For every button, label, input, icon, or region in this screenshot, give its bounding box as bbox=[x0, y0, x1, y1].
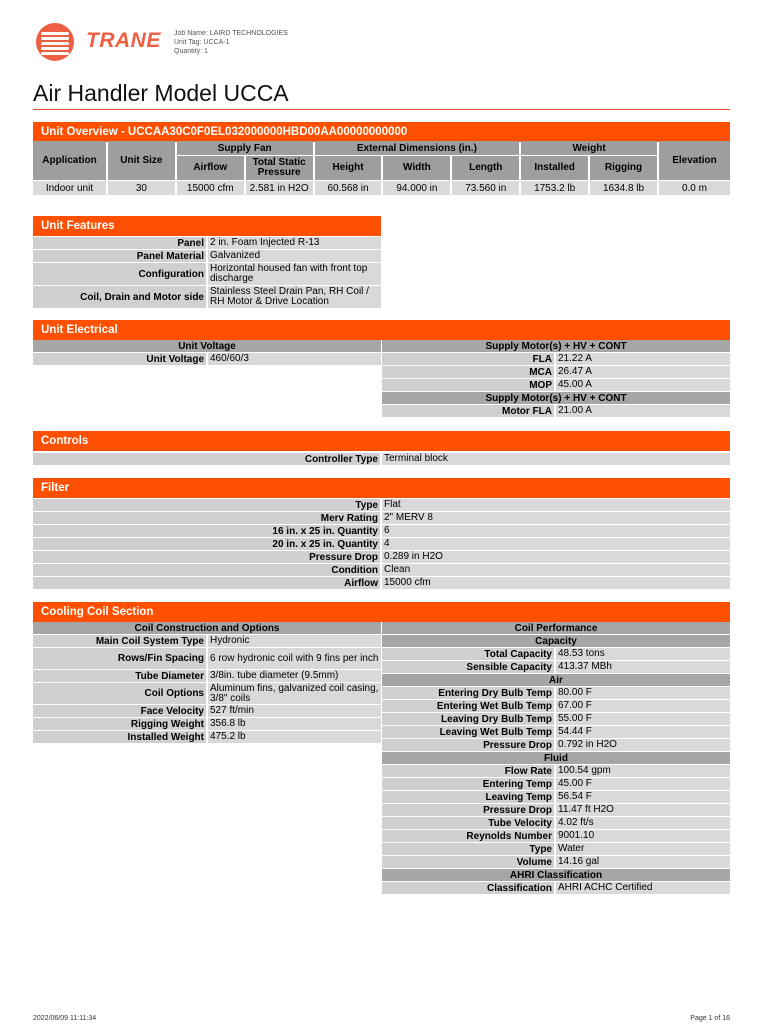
electrical-right-header: Supply Motor(s) + HV + CONT bbox=[382, 340, 730, 352]
val-elevation: 0.0 m bbox=[659, 181, 730, 195]
col-rigging: Rigging bbox=[590, 156, 657, 180]
perf-key: Tube Velocity bbox=[382, 817, 554, 829]
filter-list bbox=[33, 499, 730, 590]
col-width: Width bbox=[383, 156, 450, 180]
val-width: 94.000 in bbox=[383, 181, 450, 195]
air-header: Air bbox=[382, 674, 730, 686]
filter-key: Condition bbox=[33, 564, 380, 576]
list-item bbox=[382, 791, 730, 803]
col-application: Application bbox=[33, 141, 106, 180]
coil-value: Aluminum fins, galvanized coil casing, 3/8" coils bbox=[208, 683, 381, 704]
list-item bbox=[33, 512, 730, 524]
electrical-key: Unit Voltage bbox=[33, 353, 206, 365]
feature-value: Stainless Steel Drain Pan, RH Coil / RH Motor & Drive Location bbox=[208, 286, 381, 308]
coil-value: 356.8 lb bbox=[208, 718, 381, 730]
perf-key: Pressure Drop bbox=[382, 804, 554, 816]
perf-value: 413.37 MBh bbox=[556, 661, 730, 673]
brand-name: TRANE bbox=[86, 29, 161, 52]
coil-performance-header: Coil Performance bbox=[382, 622, 730, 634]
list-item bbox=[382, 405, 730, 417]
val-rigging: 1634.8 lb bbox=[590, 181, 657, 195]
fluid-header: Fluid bbox=[382, 752, 730, 764]
ahri-header: AHRI Classification bbox=[382, 869, 730, 881]
unit-electrical-bar: Unit Electrical bbox=[33, 320, 730, 340]
electrical-right-header-2: Supply Motor(s) + HV + CONT bbox=[382, 392, 730, 404]
perf-value: 11.47 ft H2O bbox=[556, 804, 730, 816]
coil-value: Hydronic bbox=[208, 635, 381, 647]
report-timestamp: 2022/06/09 11:11:34 bbox=[33, 1015, 97, 1022]
val-length: 73.560 in bbox=[452, 181, 519, 195]
coil-construction-list bbox=[33, 622, 381, 744]
list-item bbox=[382, 726, 730, 738]
perf-value: 55.00 F bbox=[556, 713, 730, 725]
page-number: Page 1 of 16 bbox=[690, 1015, 730, 1022]
list-item bbox=[33, 648, 381, 669]
list-item bbox=[382, 353, 730, 365]
filter-key: Merv Rating bbox=[33, 512, 380, 524]
perf-value: 4.02 ft/s bbox=[556, 817, 730, 829]
list-item bbox=[382, 882, 730, 894]
unit-features-list bbox=[33, 237, 381, 309]
feature-key: Coil, Drain and Motor side bbox=[33, 286, 206, 308]
col-airflow: Airflow bbox=[177, 156, 244, 180]
job-name: Job Name: LAIRD TECHNOLOGIES bbox=[174, 30, 288, 37]
perf-key: Leaving Wet Bulb Temp bbox=[382, 726, 554, 738]
coil-value: 6 row hydronic coil with 9 fins per inch bbox=[208, 648, 381, 669]
perf-value: 0.792 in H2O bbox=[556, 739, 730, 751]
perf-key: Entering Temp bbox=[382, 778, 554, 790]
list-item bbox=[382, 661, 730, 673]
filter-value: 0.289 in H2O bbox=[382, 551, 730, 563]
electrical-key: FLA bbox=[382, 353, 554, 365]
list-item bbox=[382, 804, 730, 816]
list-item bbox=[382, 379, 730, 391]
filter-bar: Filter bbox=[33, 478, 730, 498]
val-airflow: 15000 cfm bbox=[177, 181, 244, 195]
perf-key: Entering Wet Bulb Temp bbox=[382, 700, 554, 712]
coil-key: Rigging Weight bbox=[33, 718, 206, 730]
perf-value: 14.16 gal bbox=[556, 856, 730, 868]
val-tsp: 2.581 in H2O bbox=[246, 181, 313, 195]
perf-value: 67.00 F bbox=[556, 700, 730, 712]
col-height: Height bbox=[315, 156, 382, 180]
perf-key: Flow Rate bbox=[382, 765, 554, 777]
perf-value: 9001.10 bbox=[556, 830, 730, 842]
list-item bbox=[382, 765, 730, 777]
col-installed: Installed bbox=[521, 156, 588, 180]
perf-value: AHRI ACHC Certified bbox=[556, 882, 730, 894]
coil-construction-header: Coil Construction and Options bbox=[33, 622, 381, 634]
perf-key: Pressure Drop bbox=[382, 739, 554, 751]
list-item bbox=[33, 551, 730, 563]
controls-value: Terminal block bbox=[382, 453, 730, 465]
perf-key: Volume bbox=[382, 856, 554, 868]
cooling-coil-bar: Cooling Coil Section bbox=[33, 602, 730, 622]
list-item bbox=[33, 705, 381, 717]
unit-tag: Unit Tag: UCCA-1 bbox=[174, 39, 230, 46]
val-application: Indoor unit bbox=[33, 181, 106, 195]
list-item bbox=[33, 731, 381, 743]
feature-value: Horizontal housed fan with front top discharge bbox=[208, 263, 381, 285]
coil-value: 527 ft/min bbox=[208, 705, 381, 717]
electrical-value: 26.47 A bbox=[556, 366, 730, 378]
list-item bbox=[33, 718, 381, 730]
list-item bbox=[33, 577, 730, 589]
electrical-key: MCA bbox=[382, 366, 554, 378]
list-item bbox=[382, 687, 730, 699]
perf-key: Leaving Dry Bulb Temp bbox=[382, 713, 554, 725]
job-info bbox=[174, 29, 288, 56]
feature-value: Galvanized bbox=[208, 250, 381, 262]
page-header bbox=[34, 22, 734, 62]
perf-value: 45.00 F bbox=[556, 778, 730, 790]
filter-value: Clean bbox=[382, 564, 730, 576]
list-item bbox=[33, 250, 381, 262]
col-supply-fan: Supply Fan bbox=[177, 141, 313, 155]
perf-key: Total Capacity bbox=[382, 648, 554, 660]
list-item bbox=[33, 499, 730, 511]
list-item bbox=[33, 263, 381, 285]
list-item bbox=[33, 538, 730, 550]
list-item bbox=[382, 843, 730, 855]
electrical-right bbox=[382, 340, 730, 418]
perf-value: Water bbox=[556, 843, 730, 855]
feature-key: Configuration bbox=[33, 263, 206, 285]
electrical-left-header: Unit Voltage bbox=[33, 340, 381, 352]
unit-overview-bar: Unit Overview - UCCAA30C0F0EL032000000HBD00AA00000000000 bbox=[33, 122, 730, 142]
val-height: 60.568 in bbox=[315, 181, 382, 195]
title-divider bbox=[33, 109, 730, 110]
coil-key: Tube Diameter bbox=[33, 670, 206, 682]
list-item bbox=[382, 830, 730, 842]
val-unit-size: 30 bbox=[108, 181, 175, 195]
perf-value: 48.53 tons bbox=[556, 648, 730, 660]
unit-features-bar: Unit Features bbox=[33, 216, 381, 236]
quantity: Quantity: 1 bbox=[174, 48, 208, 55]
col-length: Length bbox=[452, 156, 519, 180]
list-item bbox=[382, 856, 730, 868]
list-item bbox=[382, 739, 730, 751]
coil-key: Installed Weight bbox=[33, 731, 206, 743]
filter-value: Flat bbox=[382, 499, 730, 511]
electrical-key: Motor FLA bbox=[382, 405, 554, 417]
col-tsp: Total Static Pressure bbox=[246, 156, 313, 180]
coil-key: Rows/Fin Spacing bbox=[33, 648, 206, 669]
filter-key: Type bbox=[33, 499, 380, 511]
list-item bbox=[382, 648, 730, 660]
col-weight: Weight bbox=[521, 141, 657, 155]
electrical-value: 45.00 A bbox=[556, 379, 730, 391]
coil-value: 3/8in. tube diameter (9.5mm) bbox=[208, 670, 381, 682]
list-item bbox=[33, 237, 381, 249]
filter-value: 6 bbox=[382, 525, 730, 537]
list-item bbox=[33, 353, 381, 365]
list-item bbox=[33, 286, 381, 308]
electrical-key: MOP bbox=[382, 379, 554, 391]
filter-value: 15000 cfm bbox=[382, 577, 730, 589]
list-item bbox=[33, 453, 730, 465]
trane-logo-icon bbox=[36, 23, 74, 61]
controls-bar: Controls bbox=[33, 431, 730, 451]
perf-value: 80.00 F bbox=[556, 687, 730, 699]
electrical-left bbox=[33, 340, 381, 366]
coil-key: Face Velocity bbox=[33, 705, 206, 717]
list-item bbox=[382, 366, 730, 378]
perf-key: Entering Dry Bulb Temp bbox=[382, 687, 554, 699]
perf-value: 100.54 gpm bbox=[556, 765, 730, 777]
filter-key: Pressure Drop bbox=[33, 551, 380, 563]
list-item bbox=[33, 683, 381, 704]
list-item bbox=[382, 817, 730, 829]
col-ext-dims: External Dimensions (in.) bbox=[315, 141, 520, 155]
perf-value: 54.44 F bbox=[556, 726, 730, 738]
filter-key: 20 in. x 25 in. Quantity bbox=[33, 538, 380, 550]
electrical-value: 21.00 A bbox=[556, 405, 730, 417]
list-item bbox=[382, 713, 730, 725]
electrical-value: 460/60/3 bbox=[208, 353, 381, 365]
capacity-header: Capacity bbox=[382, 635, 730, 647]
perf-key: Reynolds Number bbox=[382, 830, 554, 842]
perf-key: Type bbox=[382, 843, 554, 855]
list-item bbox=[382, 700, 730, 712]
coil-key: Coil Options bbox=[33, 683, 206, 704]
controls-key: Controller Type bbox=[33, 453, 380, 465]
perf-value: 56.54 F bbox=[556, 791, 730, 803]
coil-key: Main Coil System Type bbox=[33, 635, 206, 647]
page-title: Air Handler Model UCCA bbox=[33, 80, 289, 106]
list-item bbox=[33, 670, 381, 682]
feature-key: Panel Material bbox=[33, 250, 206, 262]
list-item bbox=[382, 778, 730, 790]
electrical-value: 21.22 A bbox=[556, 353, 730, 365]
list-item bbox=[33, 635, 381, 647]
filter-key: Airflow bbox=[33, 577, 380, 589]
controls-list bbox=[33, 453, 730, 466]
val-installed: 1753.2 lb bbox=[521, 181, 588, 195]
feature-value: 2 in. Foam Injected R-13 bbox=[208, 237, 381, 249]
filter-value: 2" MERV 8 bbox=[382, 512, 730, 524]
filter-key: 16 in. x 25 in. Quantity bbox=[33, 525, 380, 537]
trane-logo bbox=[34, 22, 194, 62]
col-elevation: Elevation bbox=[659, 141, 730, 180]
coil-performance-list bbox=[382, 622, 730, 895]
list-item bbox=[33, 564, 730, 576]
unit-overview-table bbox=[31, 140, 732, 196]
perf-key: Sensible Capacity bbox=[382, 661, 554, 673]
col-unit-size: Unit Size bbox=[108, 141, 175, 180]
perf-key: Leaving Temp bbox=[382, 791, 554, 803]
perf-key: Classification bbox=[382, 882, 554, 894]
filter-value: 4 bbox=[382, 538, 730, 550]
feature-key: Panel bbox=[33, 237, 206, 249]
list-item bbox=[33, 525, 730, 537]
coil-value: 475.2 lb bbox=[208, 731, 381, 743]
